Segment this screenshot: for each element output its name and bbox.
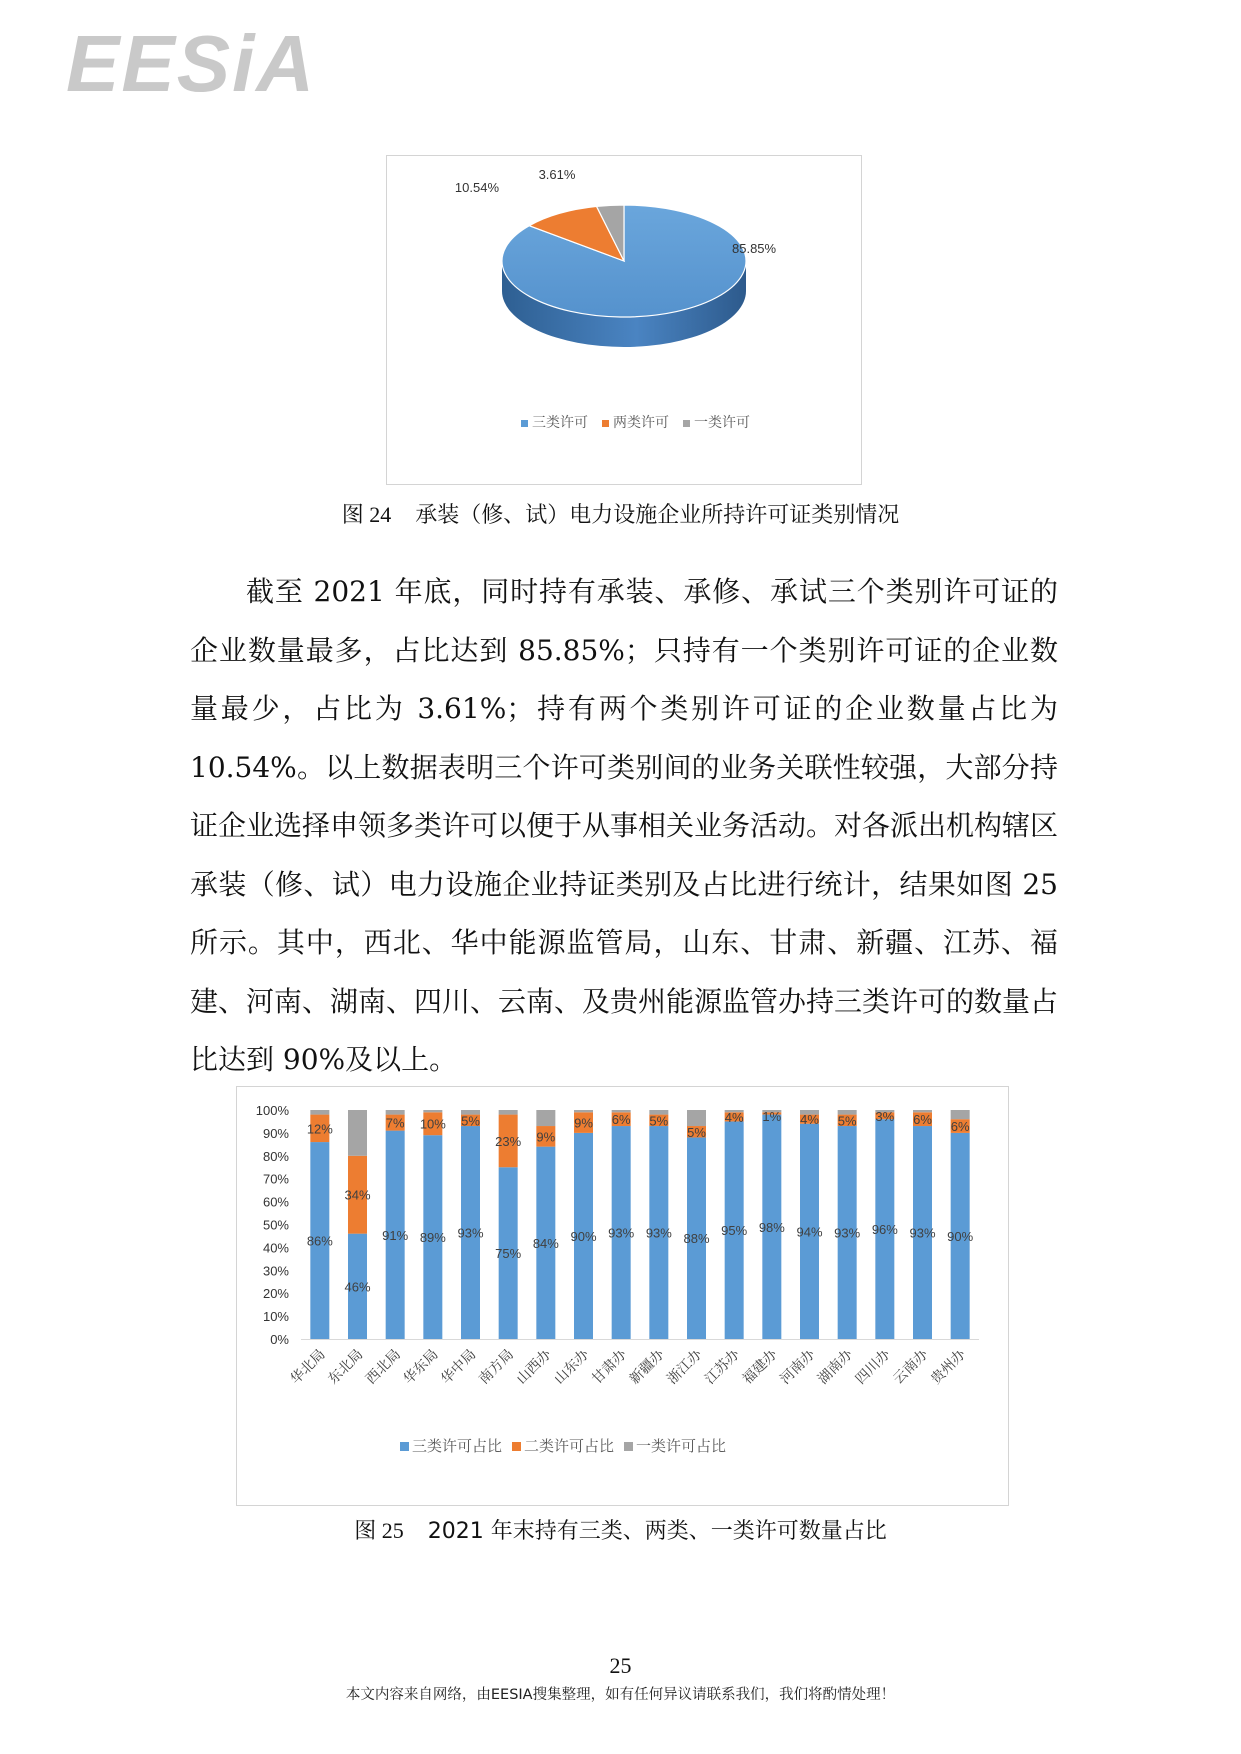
bar-label-second-福建办: 1% — [762, 1109, 782, 1124]
bar-label-second-南方局: 23% — [495, 1133, 522, 1149]
x-category-label-福建办: 福建办 — [738, 1345, 780, 1387]
bar-label-second-云南办: 6% — [913, 1112, 932, 1128]
x-category-label-山西办: 山西办 — [512, 1345, 554, 1387]
bar-segment-一类许可占比-贵州办 — [951, 1110, 970, 1119]
bar-label-third-南方局: 75% — [495, 1246, 522, 1262]
bar-legend-label-三类许可占比: 三类许可占比 — [412, 1438, 503, 1455]
bar-label-third-湖南办: 93% — [834, 1225, 861, 1241]
bar-label-second-山东办: 9% — [574, 1115, 593, 1131]
x-category-label-云南办: 云南办 — [889, 1345, 931, 1387]
y-tick-label: 10% — [262, 1309, 289, 1325]
pie-legend-swatch-两类许可 — [602, 420, 609, 427]
pie-legend-swatch-一类许可 — [683, 420, 690, 427]
figure-24-caption — [0, 498, 1241, 529]
figure-25-chart — [236, 1086, 1009, 1506]
bar-label-third-山西办: 84% — [532, 1235, 559, 1251]
figure-25-number: 图 25 — [354, 1518, 404, 1543]
pie-chart-svg — [387, 156, 861, 484]
y-tick-label: 90% — [262, 1125, 289, 1141]
x-category-label-西北局: 西北局 — [362, 1345, 404, 1387]
figure-25-title: 2021 年末持有三类、两类、一类许可数量占比 — [427, 1519, 887, 1544]
footer-note: 本文内容来自网络，由EESIA搜集整理，如有任何异议请联系我们，我们将酌情处理！ — [345, 1687, 896, 1703]
y-tick-label: 50% — [262, 1217, 289, 1233]
bar-label-third-福建办: 98% — [758, 1219, 785, 1235]
figure-24-title: 承装（修、试）电力设施企业所持许可证类别情况 — [415, 503, 900, 528]
bar-label-third-新疆办: 93% — [645, 1225, 672, 1241]
x-category-label-四川办: 四川办 — [851, 1345, 893, 1387]
bar-legend-swatch-二类许可占比 — [512, 1442, 521, 1451]
bar-legend-label-二类许可占比: 二类许可占比 — [524, 1438, 615, 1455]
bar-label-third-甘肃办: 93% — [608, 1225, 635, 1241]
body-paragraph: 截至 2021 年底，同时持有承装、承修、承试三个类别许可证的企业数量最多，占比达到 85.85%；只持有一个类别许可证的企业数量最少，占比为 3.61%；持有两个类别许可证的企业数量占比为 10.54%。以上数据表明三个许可类别间的业务关联性较强，大部分持证企业选择申领多类许可以便于从事相关业务活动。对各派出机构辖区承装（修、试）电力设施企业持证类别及占比进行统计，结果如图 25 所示。其中，西北、华中能源监管局，山东、甘肃、新疆、江苏、福建、河南、湖南、四川、云南、及贵州能源监管办持三类许可的数量占比达到 90%及以上。 — [190, 575, 1059, 1076]
bar-label-third-华东局: 89% — [419, 1230, 446, 1246]
bar-segment-一类许可占比-西北局 — [386, 1110, 405, 1115]
bar-label-third-华北局: 86% — [306, 1233, 333, 1249]
bar-label-second-华北局: 12% — [306, 1121, 333, 1137]
x-category-label-新疆办: 新疆办 — [625, 1345, 667, 1387]
y-tick-label: 40% — [262, 1240, 289, 1256]
y-tick-label: 20% — [262, 1286, 289, 1302]
y-tick-label: 0% — [270, 1332, 289, 1347]
x-category-label-山东办: 山东办 — [550, 1345, 592, 1387]
bar-segment-一类许可占比-南方局 — [499, 1110, 518, 1115]
bar-label-second-四川办: 3% — [875, 1109, 895, 1124]
bar-label-third-贵州办: 90% — [947, 1228, 974, 1244]
bar-label-second-贵州办: 6% — [950, 1119, 970, 1135]
x-category-label-华中局: 华中局 — [437, 1345, 479, 1387]
pie-legend-label-三类许可: 三类许可 — [532, 414, 588, 430]
bar-label-second-湖南办: 5% — [837, 1113, 857, 1129]
bar-label-third-西北局: 91% — [382, 1227, 409, 1243]
x-category-label-华北局: 华北局 — [286, 1345, 328, 1387]
bar-segment-一类许可占比-华东局 — [423, 1110, 442, 1112]
bar-chart-svg — [237, 1087, 1008, 1505]
bar-segment-一类许可占比-山东办 — [574, 1110, 593, 1112]
bar-label-third-云南办: 93% — [909, 1225, 936, 1241]
pie-legend-label-两类许可: 两类许可 — [613, 414, 669, 430]
bar-label-second-华中局: 5% — [461, 1113, 480, 1129]
bar-label-third-四川办: 96% — [871, 1222, 898, 1238]
y-tick-label: 60% — [262, 1194, 289, 1210]
bar-segment-一类许可占比-山西办 — [536, 1110, 555, 1126]
x-category-label-贵州办: 贵州办 — [927, 1345, 969, 1387]
bar-segment-一类许可占比-东北局 — [348, 1110, 367, 1156]
x-category-label-浙江办: 浙江办 — [663, 1345, 705, 1387]
x-category-label-湖南办: 湖南办 — [814, 1345, 856, 1387]
figure-24-chart — [386, 155, 862, 485]
x-category-label-南方局: 南方局 — [475, 1345, 517, 1387]
y-tick-label: 70% — [262, 1171, 289, 1187]
bar-segment-一类许可占比-华北局 — [310, 1110, 329, 1115]
bar-label-second-新疆办: 5% — [649, 1113, 669, 1129]
x-category-label-甘肃办: 甘肃办 — [588, 1345, 630, 1387]
bar-legend-swatch-一类许可占比 — [624, 1442, 633, 1451]
bar-legend-label-一类许可占比: 一类许可占比 — [636, 1438, 727, 1455]
bar-label-second-山西办: 9% — [536, 1129, 556, 1145]
bar-label-second-西北局: 7% — [385, 1115, 405, 1131]
bar-label-third-江苏办: 95% — [721, 1223, 748, 1239]
bar-label-second-江苏办: 4% — [724, 1109, 744, 1125]
bar-legend-swatch-三类许可占比 — [400, 1442, 409, 1451]
x-category-label-河南办: 河南办 — [776, 1345, 818, 1387]
pie-label-一类许可: 3.61% — [538, 167, 576, 182]
pie-label-三类许可: 85.85% — [732, 241, 777, 256]
bar-label-second-华东局: 10% — [419, 1116, 446, 1132]
y-tick-label: 100% — [255, 1103, 289, 1118]
bar-label-third-华中局: 93% — [457, 1225, 484, 1241]
bar-label-third-浙江办: 88% — [683, 1231, 710, 1247]
bar-segment-一类许可占比-浙江办 — [687, 1110, 706, 1126]
figure-24-number: 图 24 — [341, 502, 392, 527]
bar-label-second-东北局: 34% — [344, 1187, 371, 1203]
bar-label-third-河南办: 94% — [796, 1224, 823, 1240]
pie-legend-swatch-三类许可 — [521, 420, 528, 427]
bar-label-second-河南办: 4% — [800, 1112, 819, 1128]
y-tick-label: 80% — [262, 1148, 289, 1164]
page-number: 25 — [609, 1653, 632, 1678]
pie-legend-label-一类许可: 一类许可 — [694, 414, 750, 430]
figure-25-caption — [0, 1514, 1241, 1545]
bar-label-second-浙江办: 5% — [687, 1124, 706, 1140]
eesia-logo: EESiA — [66, 19, 317, 108]
bar-label-second-甘肃办: 6% — [611, 1112, 631, 1128]
x-category-label-江苏办: 江苏办 — [701, 1345, 743, 1387]
y-tick-label: 30% — [262, 1263, 289, 1279]
bar-label-third-山东办: 90% — [570, 1228, 597, 1244]
x-category-label-华东局: 华东局 — [399, 1345, 441, 1387]
pie-label-两类许可: 10.54% — [454, 180, 499, 195]
x-category-label-东北局: 东北局 — [324, 1345, 366, 1387]
bar-label-third-东北局: 46% — [344, 1279, 371, 1295]
